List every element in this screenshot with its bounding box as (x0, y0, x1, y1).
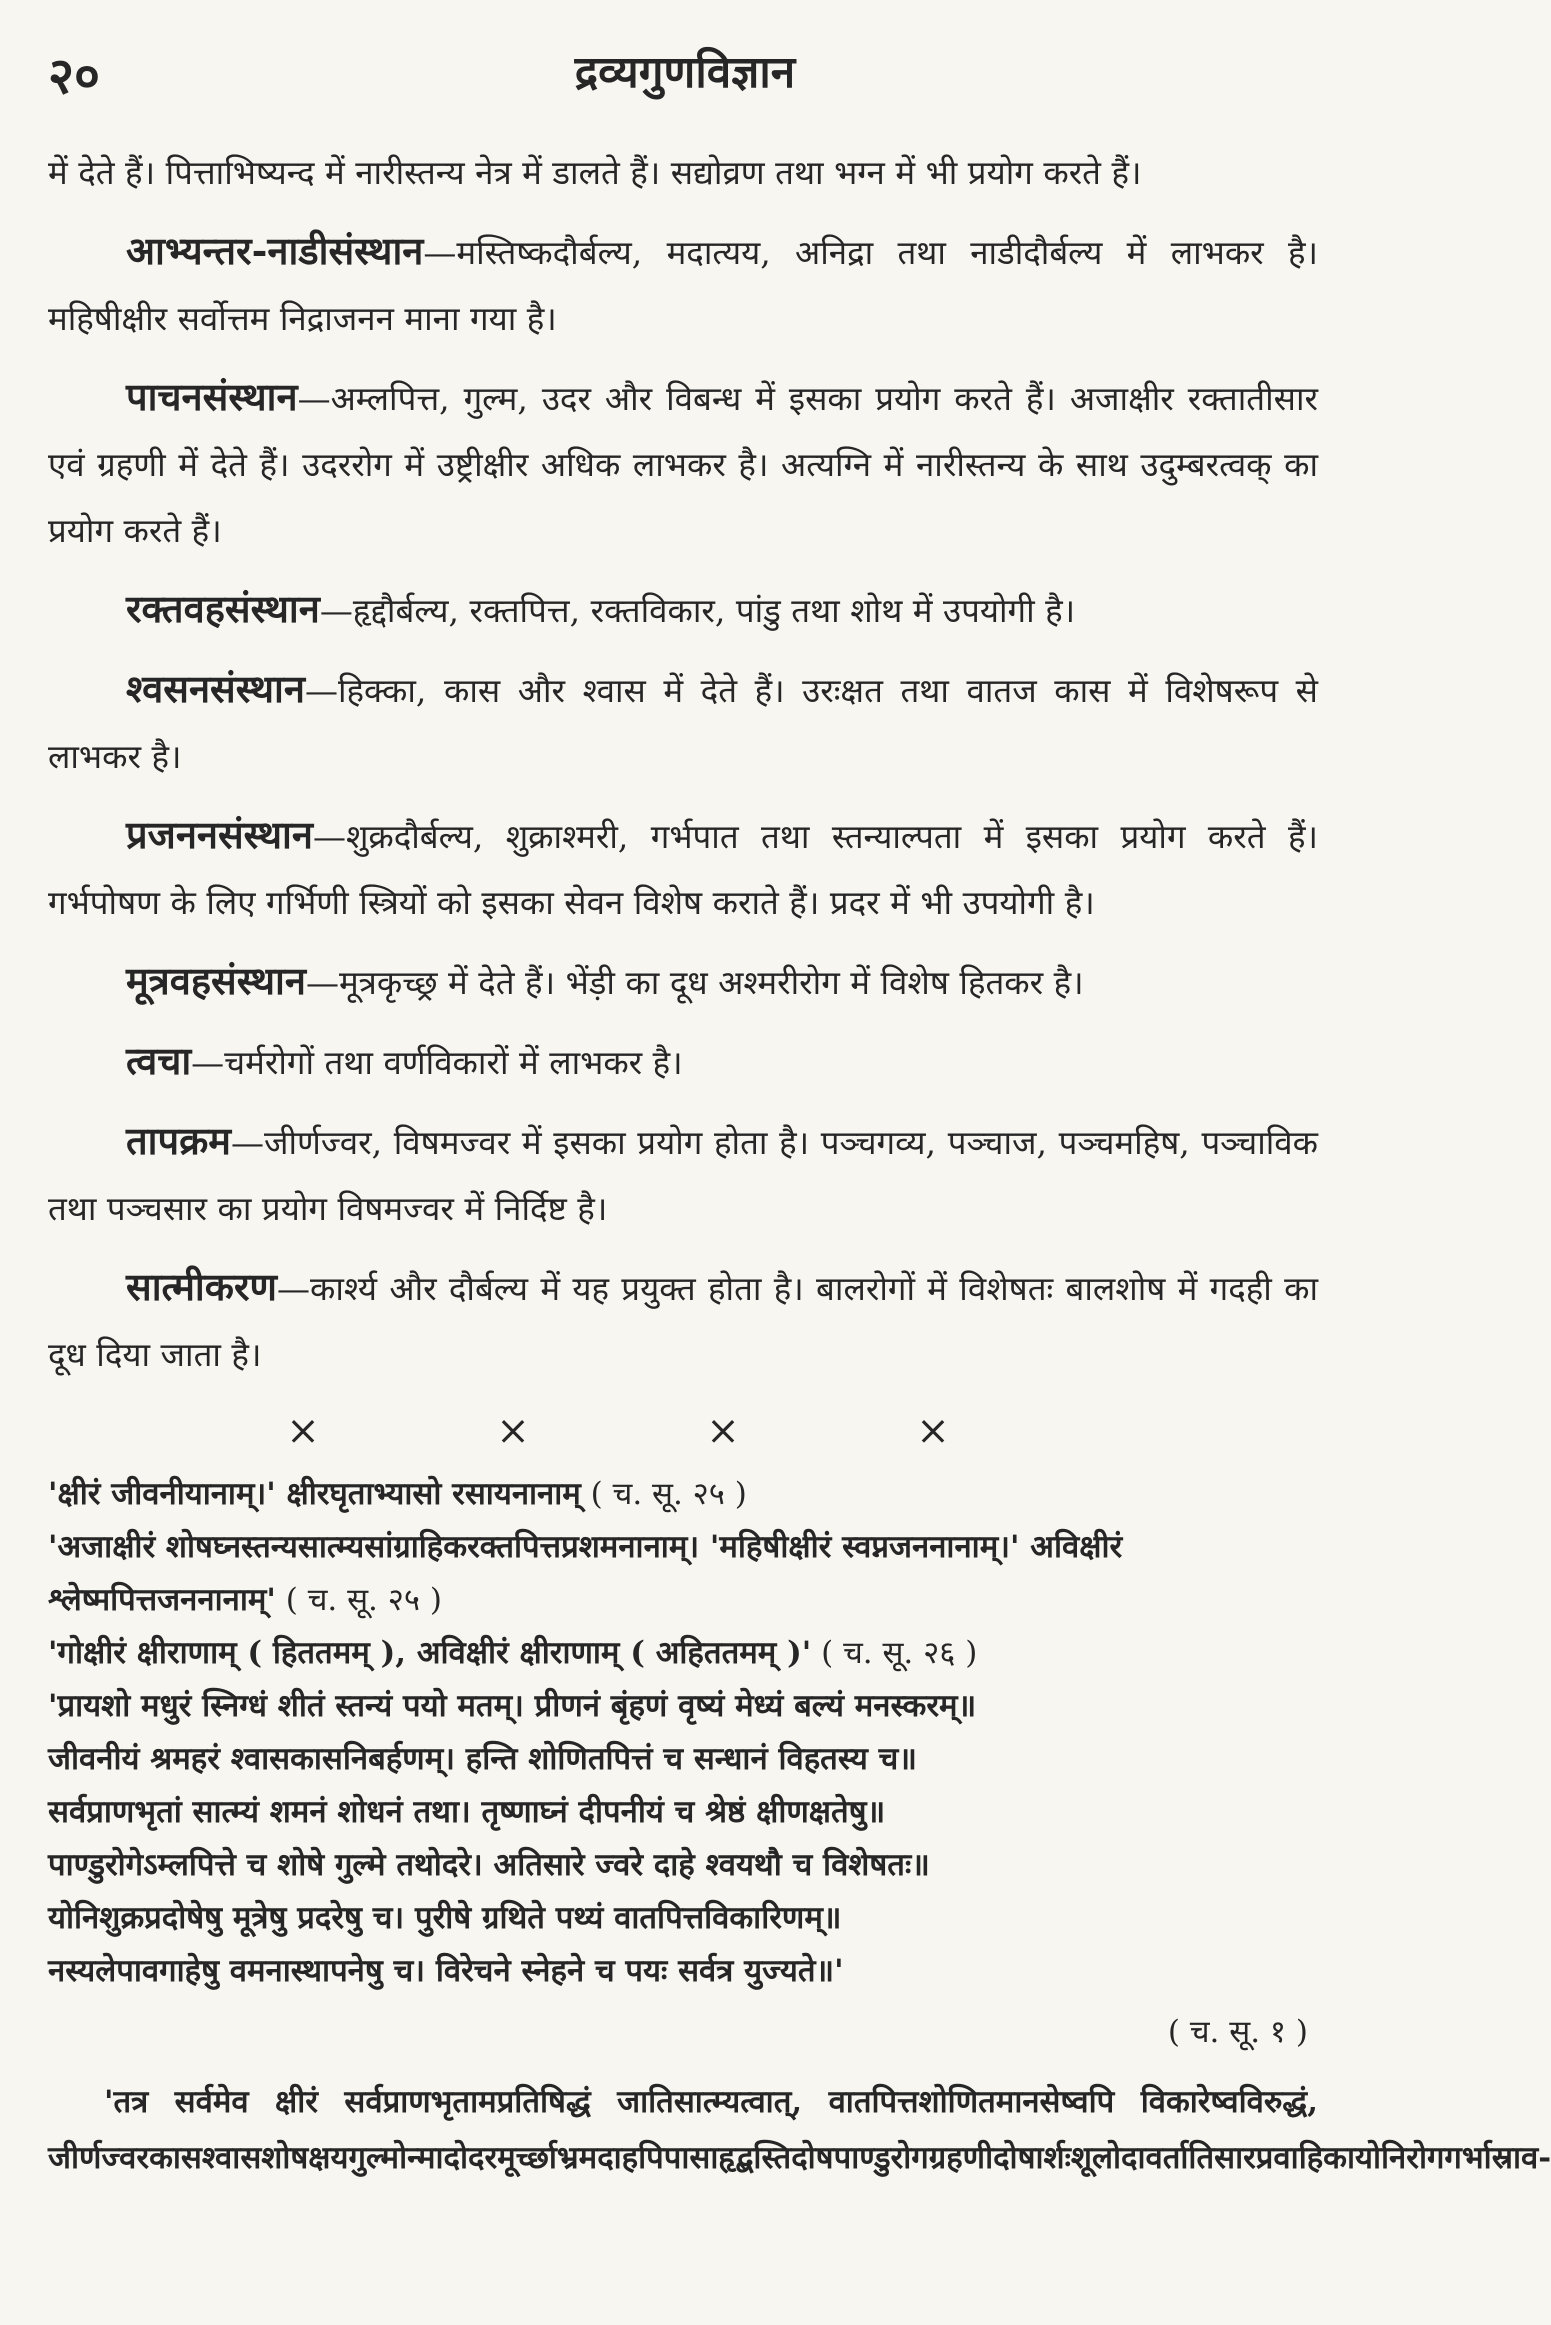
quote-text: 'क्षीरं जीवनीयानाम्।' क्षीरघृताभ्यासो रसायनानाम् (48, 1476, 581, 1512)
separator-mark: × (286, 1408, 320, 1454)
running-title: द्रव्यगुणविज्ञान (574, 47, 796, 98)
paragraph-text: —हिक्का, कास और श्वास में देते हैं। उरःक्षत तथा वातज कास में विशेषरूप से लाभकर है। (48, 671, 1318, 776)
quote-line (48, 1521, 1318, 1627)
separator-mark: × (916, 1408, 950, 1454)
quote-line (48, 1627, 1318, 1680)
page-number: २० (48, 46, 100, 105)
section-heading: प्रजननसंस्थान (126, 812, 313, 857)
quote-line (48, 1680, 1318, 1733)
quote-cite: ( च. सू. २५ ) (275, 1582, 442, 1618)
quote-cite: ( च. सू. २५ ) (580, 1476, 747, 1512)
paragraph-text: —मूत्रकृच्छ्र में देते हैं। भेंड़ी का दूध अश्मरीरोग में विशेष हितकर है। (305, 963, 1084, 1002)
paragraph (48, 802, 1318, 936)
paragraph-text: में देते हैं। पित्ताभिष्यन्द में नारीस्तन्य नेत्र में डालते हैं। सद्योव्रण तथा भग्न में भी प्रयोग करते हैं। (48, 153, 1142, 192)
body-text (48, 140, 1551, 2186)
paragraph-text: —मस्तिष्कदौर्बल्य, मदात्यय, अनिद्रा तथा नाडीदौर्बल्य में लाभकर है। महिषीक्षीर सर्वोत्तम निद्राजनन माना गया है। (48, 233, 1318, 338)
paragraph-text: —कार्श्य और दौर्बल्य में यह प्रयुक्त होता है। बालरोगों में विशेषतः बालशोष में गदही का दूध दिया जाता है। (48, 1269, 1318, 1374)
section-heading: श्वसनसंस्थान (126, 666, 305, 711)
quote-line (48, 1786, 1318, 1839)
paragraph (48, 576, 1318, 644)
paragraph (48, 218, 1318, 352)
paragraph-text: —अम्लपित्त, गुल्म, उदर और विबन्ध में इसका प्रयोग करते हैं। अजाक्षीर रक्तातीसार एवं ग्रहणी में देते हैं। उदररोग में उष्ट्रीक्षीर अधिक लाभकर है। अत्यग्नि में नारीस्तन्य के साथ उदुम्बरत्वक् का प्रयोग करते हैं। (48, 379, 1318, 550)
quote-text: योनिशुक्रप्रदोषेषु मूत्रेषु प्रदरेषु च। पुरीषे ग्रथिते पथ्यं वातपित्तविकारिणम्॥ (48, 1900, 842, 1936)
paragraph (48, 948, 1318, 1016)
paragraph (48, 1254, 1318, 1388)
separator-mark: × (496, 1408, 530, 1454)
quote-text: 'प्रायशो मधुरं स्निग्धं शीतं स्तन्यं पयो मतम्। प्रीणनं बृंहणं वृष्यं मेध्यं बल्यं मनस्करम्॥ (48, 1688, 977, 1724)
separator-mark: × (706, 1408, 740, 1454)
quote-text: 'अजाक्षीरं शोषघ्नस्तन्यसात्म्यसांग्राहिकरक्तपित्तप्रशमनानाम्। 'महिषीक्षीरं स्वप्नजननानाम्।' अविक्षीरं श्लेष्मपित्तजननानाम्' (48, 1529, 1123, 1618)
section-separator (198, 1400, 1038, 1462)
quote-line (48, 1733, 1318, 1786)
quote-text: नस्यलेपावगाहेषु वमनास्थापनेषु च। विरेचने स्नेहने च पयः सर्वत्र युज्यते॥' (48, 1953, 844, 1989)
quote-text: पाण्डुरोगेऽम्लपित्ते च शोषे गुल्मे तथोदरे। अतिसारे ज्वरे दाहे श्वयथौ च विशेषतः॥ (48, 1847, 930, 1883)
paragraph-text: —जीर्णज्वर, विषमज्वर में इसका प्रयोग होता है। पञ्चगव्य, पञ्चाज, पञ्चमहिष, पञ्चाविक तथा पञ्चसार का प्रयोग विषमज्वर में निर्दिष्ट है। (48, 1123, 1318, 1228)
section-heading: सात्मीकरण (126, 1264, 277, 1309)
quote-citation: ( च. सू. १ ) (1167, 2014, 1308, 2050)
quote-line (48, 1945, 1318, 1998)
quote-text: जीवनीयं श्रमहरं श्वासकासनिबर्हणम्। हन्ति शोणितपित्तं च सन्धानं विहतस्य च॥ (48, 1741, 917, 1777)
section-heading: मूत्रवहसंस्थान (126, 958, 306, 1003)
quote-line (48, 1839, 1318, 1892)
quote-text: सर्वप्राणभृतां सात्म्यं शमनं शोधनं तथा। तृष्णाघ्नं दीपनीयं च श्रेष्ठं क्षीणक्षतेषु॥ (48, 1794, 886, 1830)
paragraph (48, 140, 1318, 206)
section-heading: तापक्रम (126, 1118, 231, 1163)
paragraph (48, 1028, 1318, 1096)
paragraph (48, 656, 1318, 790)
quote-text: 'गोक्षीरं क्षीराणाम् ( हिततमम् ), अविक्षीरं क्षीराणाम् ( अहिततमम् )' (48, 1635, 812, 1671)
paragraph-text: —शुक्रदौर्बल्य, शुक्राश्मरी, गर्भपात तथा स्तन्याल्पता में इसका प्रयोग करते हैं। गर्भपोषण के लिए गर्भिणी स्त्रियों को इसका सेवन विशेष कराते हैं। प्रदर में भी उपयोगी है। (48, 817, 1318, 922)
paragraph-text: —चर्मरोगों तथा वर्णविकारों में लाभकर है। (191, 1043, 683, 1082)
section-heading: आभ्यन्तर-नाडीसंस्थान (126, 228, 424, 273)
paragraph (48, 1108, 1318, 1242)
quote-line (48, 1892, 1318, 1945)
quote-line (48, 1468, 1318, 1521)
section-heading: त्वचा (126, 1038, 192, 1083)
sanskrit-quotations (48, 1468, 1318, 1998)
section-heading: पाचनसंस्थान (126, 374, 298, 419)
page-header (0, 40, 1370, 110)
quote-cite: ( च. सू. २६ ) (811, 1635, 978, 1671)
paragraph (48, 364, 1318, 564)
paragraph-text: —हृद्दौर्बल्य, रक्तपित्त, रक्तविकार, पांडु तथा शोथ में उपयोगी है। (319, 591, 1076, 630)
closing-paragraph: 'तत्र सर्वमेव क्षीरं सर्वप्राणभृतामप्रतिषिद्धं जातिसात्म्यत्वात्, वातपित्तशोणितमानसेष्वपि विकारेष्वविरुद्धं, जीर्णज्वरकासश्वासशोषक्षयगुल्मोन्मादोदरमूर्च्छाभ्रमदाहपिपासाहृद्बस्तिदोषपाण्डुरोगग्रहणीदोषार्शःशूलोदावर्तातिसारप्रवाहिकायोनिरोगगर्भास्राव- (48, 2084, 1551, 2176)
section-heading: रक्तवहसंस्थान (126, 586, 320, 631)
